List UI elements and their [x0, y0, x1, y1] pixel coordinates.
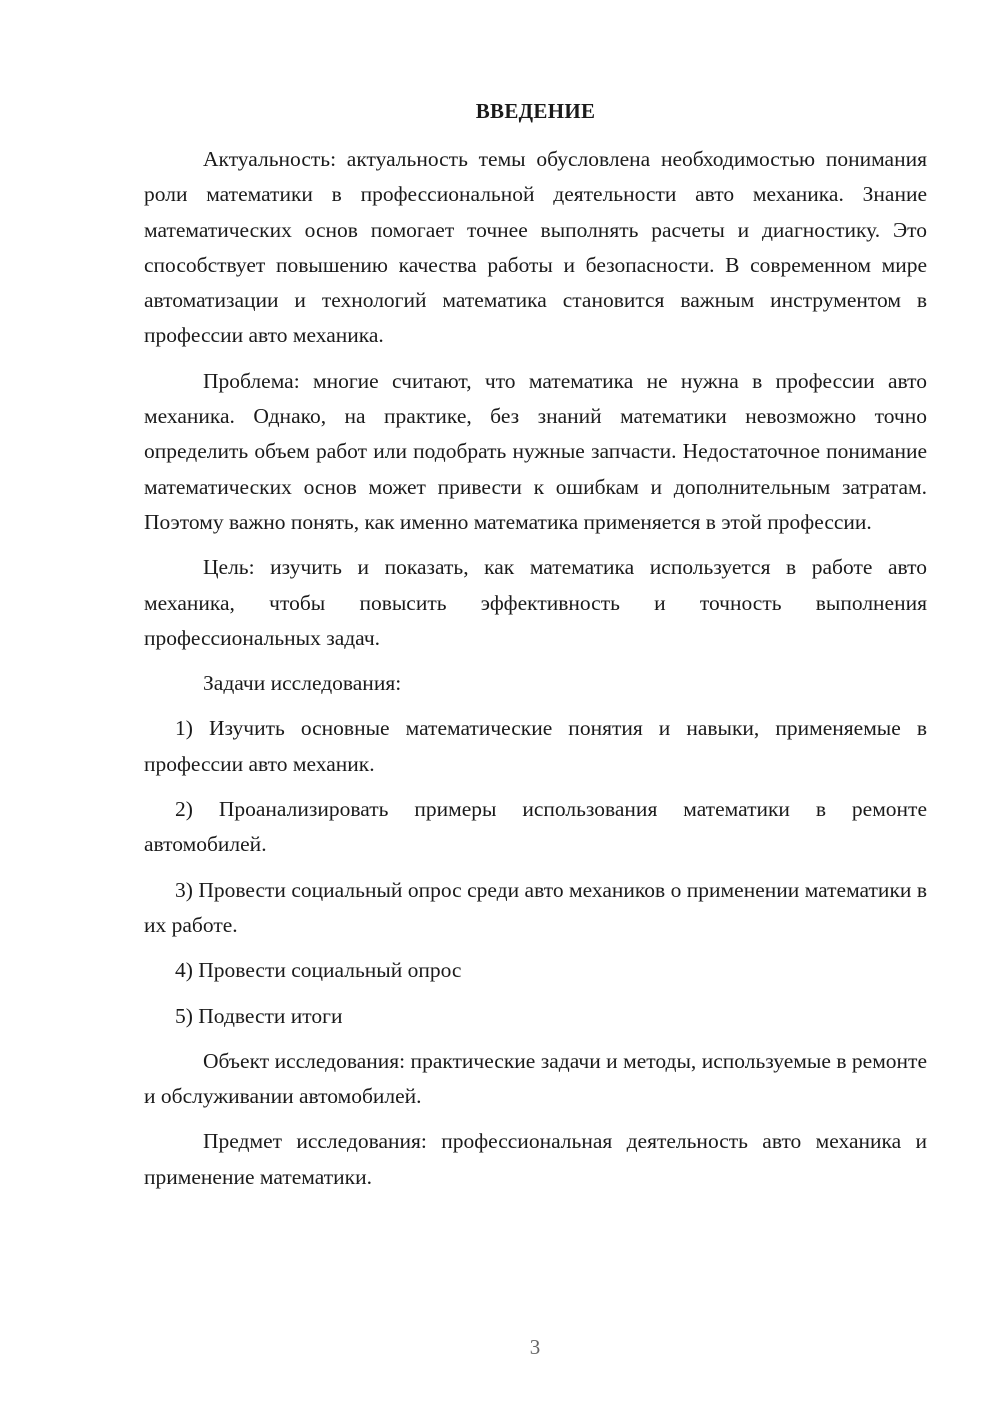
task-item-1: 1) Изучить основные математические понятия и навыки, применяемые в профессии авто механик.: [144, 716, 927, 776]
task-item-2: 2) Проанализировать примеры использования математики в ремонте автомобилей.: [144, 797, 927, 857]
page-title: ВВЕДЕНИЕ: [475, 99, 596, 123]
object-paragraph: Объект исследования: практические задачи и методы, используемые в ремонте и обслуживании автомобилей.: [144, 1048, 927, 1109]
goal-paragraph: Цель: изучить и показать, как математика используется в работе авто механика, чтобы повысить эффективность и точность выполнения профессиональных задач.: [144, 555, 927, 650]
document-body: [144, 142, 927, 1195]
task-item-5: 5) Подвести итоги: [175, 1003, 343, 1028]
problem-paragraph: Проблема: многие считают, что математика не нужна в профессии авто механика. Однако, на практике, без знаний математики невозможно точно определить объем работ или подобрать нужные запчасти. Недостаточное понимание математических основ может привести к ошибкам и дополнительным затратам. Поэтому важно понять, как именно математика применяется в этой профессии.: [144, 368, 927, 534]
subject-paragraph: Предмет исследования: профессиональная деятельность авто механика и применение математики.: [144, 1129, 927, 1189]
page-number: 3: [529, 1335, 541, 1359]
tasks-heading: Задачи исследования:: [203, 671, 402, 696]
relevance-paragraph: Актуальность: актуальность темы обусловлена необходимостью понимания роли математики в профессиональной деятельности авто механика. Знание математических основ помогает точнее выполнять расчеты и диагностику. Это способствует повышению качества работы и безопасности. В современном мире автоматизации и технологий математика становится важным инструментом в профессии авто механика.: [144, 147, 927, 348]
task-item-3: 3) Провести социальный опрос среди авто механиков о применении математики в их работе.: [144, 877, 927, 937]
task-item-4: 4) Провести социальный опрос: [175, 958, 462, 983]
